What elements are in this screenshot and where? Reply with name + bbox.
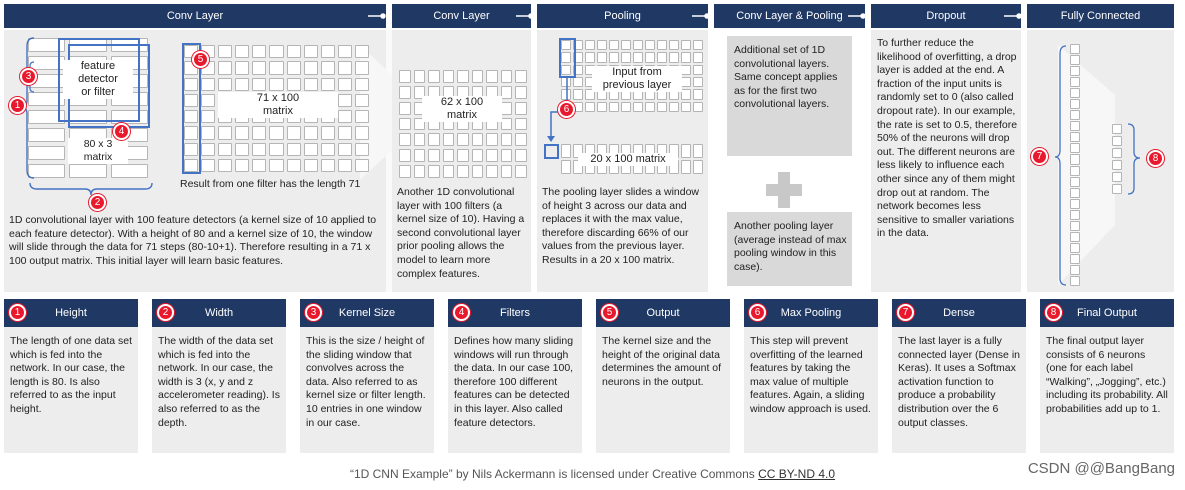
marker-2: 2	[89, 194, 106, 211]
marker-1: 1	[9, 97, 26, 114]
license-footer	[0, 467, 1185, 481]
term-header-output: 5 Output	[596, 299, 730, 327]
conv1-caption: Result from one filter has the length 71	[180, 178, 361, 190]
term-card-dense: The last layer is a fully connected layer (Dense in Keras). It uses a Softmax activation function to produce a probability distribution over the 6 output classes.	[892, 327, 1026, 453]
header-conv-pooling: Conv Layer & Pooling	[714, 4, 865, 28]
marker-6: 6	[558, 101, 575, 118]
term-card-width: The width of the data set which is fed into the network. In our case, the width is 3 (x, y and z accelerometer reading). Is also referred to as the depth.	[152, 327, 286, 453]
conv1-output-label: 71 x 100 matrix	[218, 92, 338, 118]
input-matrix-label: 80 x 3 matrix	[68, 138, 128, 164]
convpool-description-bottom: Another pooling layer (average instead of max pooling window in this case).	[734, 220, 847, 273]
conv1-description: 1D convolutional layer with 100 feature detectors (a kernel size of 10 applied to each feature detector). With a height of 80 and a kernel size of 10, the window will slide through the data for 71 steps (80-10+1). Therefore resulting in a 71 x 100 output matrix. This initial layer will learn basic features.	[9, 214, 377, 267]
header-conv-layer-2: Conv Layer	[392, 4, 531, 28]
license-link[interactable]: CC BY-ND 4.0	[758, 467, 836, 481]
marker-5: 5	[192, 51, 209, 68]
term-header-dense: 7 Dense	[892, 299, 1026, 327]
marker-8: 8	[1147, 150, 1164, 167]
license-text: “1D CNN Example” by Nils Ackermann is licensed under Creative Commons	[349, 467, 755, 481]
term-header-kernel-size: 3 Kernel Size	[300, 299, 434, 327]
term-card-final-output: The final output layer consists of 6 neurons (one for each label “Walking”, „Jogging”, etc.) including its probability. All probabilities add up to 1.	[1040, 327, 1174, 453]
term-header-height: 1 Height	[4, 299, 138, 327]
term-card-filters: Defines how many sliding windows will run through the data. In our case 100, therefore 100 different features can be detected in this layer. Also called feature detectors.	[448, 327, 582, 453]
convpool-description-top: Additional set of 1D convolutional layers. Same concept applies as for the first two convolutional layers.	[734, 44, 838, 111]
marker-7: 7	[1031, 148, 1048, 165]
dropout-description: To further reduce the likelihood of overfitting, a drop layer is added at the end. A fraction of the input units is randomly set to 0 (also called dropout rate). In our example, the rate is set to 0.5, therefore 50% of the neurons will drop out. The different neurons are less likely to influence each other since any of them might drop out at random. The network becomes less sensitive to smaller variations in the data.	[877, 37, 1018, 240]
filter-label: feature detector or filter	[63, 60, 133, 99]
term-header-max-pooling: 6 Max Pooling	[744, 299, 878, 327]
term-card-output: The kernel size and the height of the original data determines the amount of neurons in the output.	[596, 327, 730, 453]
pooling-output-label: 20 x 100 matrix	[578, 153, 678, 166]
pooling-input-label: Input from previous layer	[592, 66, 682, 92]
header-fully-connected: Fully Connected	[1027, 4, 1174, 28]
pooling-description: The pooling layer slides a window of height 3 across our data and replaces it with the max value, therefore discarding 66% of our values from the previous layer. Results in a 20 x 100 matrix.	[542, 186, 700, 266]
header-dropout: Dropout	[871, 4, 1021, 28]
term-card-kernel-size: This is the size / height of the sliding window that convolves across the data. Also referred to as kernel size or filter length. 10 entries in one window in our case.	[300, 327, 434, 453]
marker-3: 3	[20, 68, 37, 85]
term-header-filters: 4 Filters	[448, 299, 582, 327]
term-card-max-pooling: This step will prevent overfitting of the learned features by taking the max value of multiple features. Again, a sliding window approach is used.	[744, 327, 878, 453]
conv2-matrix-label: 62 x 100 matrix	[422, 96, 502, 122]
watermark: CSDN @@BangBang	[1027, 460, 1175, 477]
term-card-height: The length of one data set which is fed into the network. In our case, the length is 80. Is also referred to as the input height.	[4, 327, 138, 453]
term-header-width: 2 Width	[152, 299, 286, 327]
header-pooling: Pooling	[537, 4, 708, 28]
conv2-description: Another 1D convolutional layer with 100 filters (a kernel size of 10). Having a second convolutional layer prior pooling allows the model to learn more complex features.	[397, 186, 525, 280]
term-header-final-output: 8 Final Output	[1040, 299, 1174, 327]
marker-4: 4	[113, 123, 130, 140]
header-conv-layer-1: Conv Layer	[4, 4, 386, 28]
